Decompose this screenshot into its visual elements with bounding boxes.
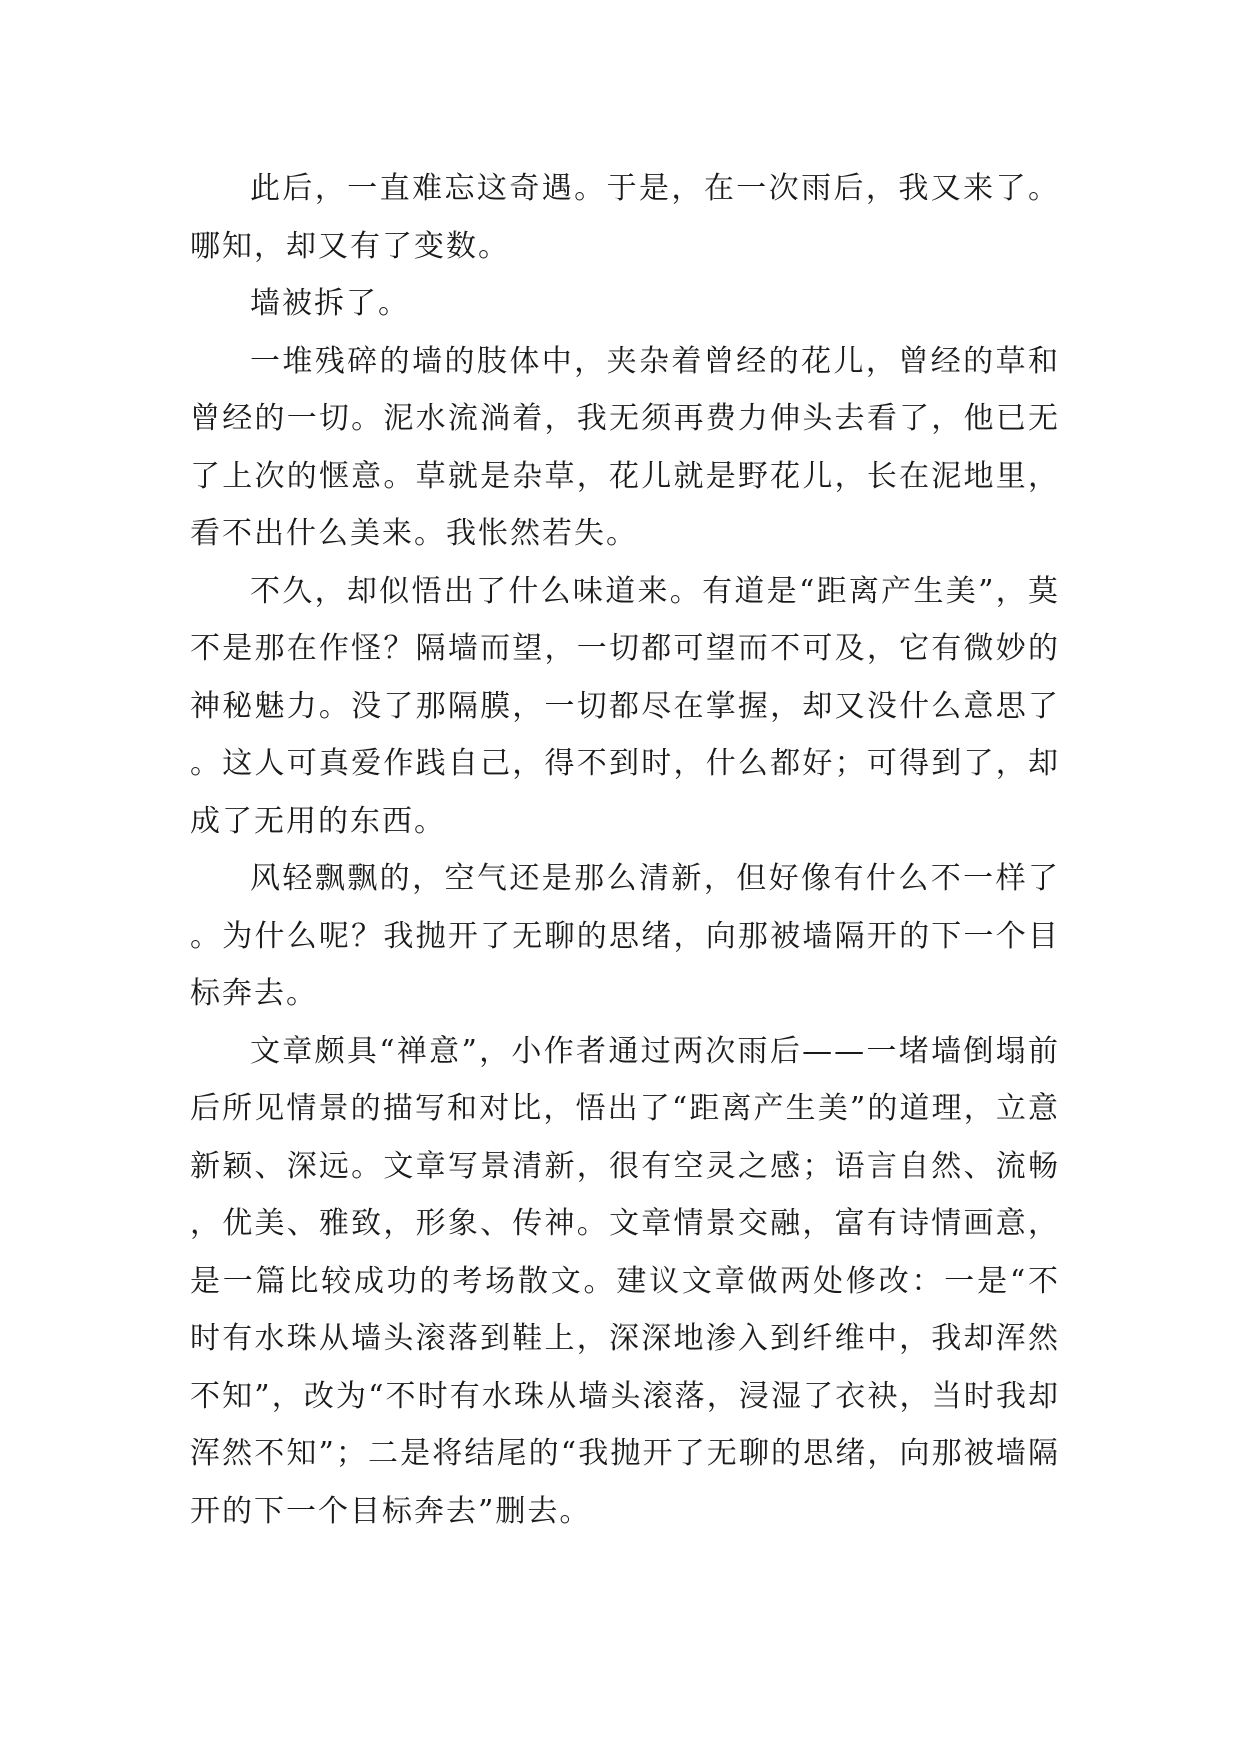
commentary-paragraph: 文章颇具“禅意”，小作者通过两次雨后——一堵墙倒塌前后所见情景的描写和对比，悟出了“距离产生美”的道理，立意新颖、深远。文章写景清新，很有空灵之感；语言自然、流畅，优美、雅致，形象、传神。文章情景交融，富有诗情画意，是一篇比较成功的考场散文。建议文章做两处修改：一是“不时有水珠从墙头滚落到鞋上，深深地渗入到纤维中，我却浑然不知”，改为“不时有水珠从墙头滚落，浸湿了衣袂，当时我却浑然不知”；二是将结尾的“我抛开了无聊的思绪，向那被墙隔开的下一个目标奔去”删去。 <box>190 1033 1060 1529</box>
paragraph-2: 墙被拆了。 <box>250 286 410 321</box>
paragraph-1: 此后，一直难忘这奇遇。于是，在一次雨后，我又来了。哪知，却又有了变数。 <box>190 171 1060 264</box>
paragraph-4: 不久，却似悟出了什么味道来。有道是“距离产生美”，莫不是那在作怪？隔墙而望，一切都可望而不可及，它有微妙的神秘魅力。没了那隔膜，一切都尽在掌握，却又没什么意思了。这人可真爱作践自己，得不到时，什么都好；可得到了，却成了无用的东西。 <box>190 573 1060 839</box>
paragraph-5: 风轻飘飘的，空气还是那么清新，但好像有什么不一样了。为什么呢？我抛开了无聊的思绪，向那被墙隔开的下一个目标奔去。 <box>190 861 1060 1011</box>
document-page <box>190 160 1060 1540</box>
paragraph-3: 一堆残碎的墙的肢体中，夹杂着曾经的花儿，曾经的草和曾经的一切。泥水流淌着，我无须再费力伸头去看了，他已无了上次的惬意。草就是杂草，花儿就是野花儿，长在泥地里，看不出什么美来。我怅然若失。 <box>190 343 1060 551</box>
